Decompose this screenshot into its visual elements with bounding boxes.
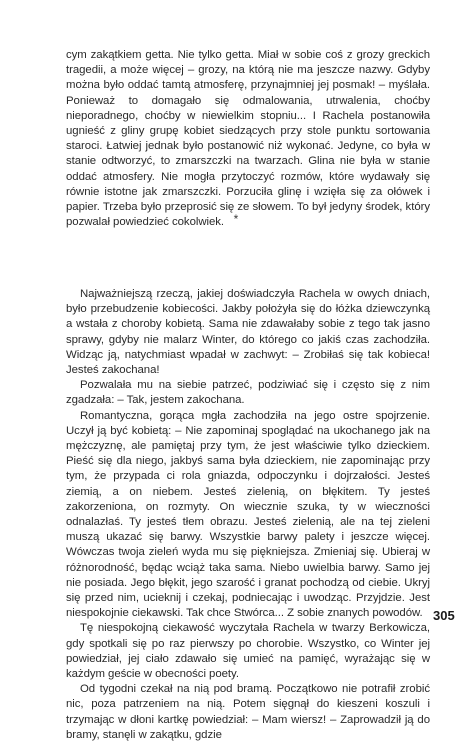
section-separator: * [233,212,239,226]
top-text-block [66,48,430,230]
bottom-text-block [66,287,430,743]
paragraph: Od tygodni czekał na nią pod bramą. Początkowo nie potrafił zrobić nic, poza patrzeniem na nią. Potem sięgnął do kieszeni koszuli i trzymając w dłoni kartkę powiedział: – Mam wiersz! – Zaprowadził ją do bramy, stanęli w zakątku, gdzie [66,683,430,741]
paragraph: Tę niespokojną ciekawość wyczytała Rachela w twarzy Berkowicza, gdy spotkali się po raz pierwszy po chorobie. Wszystko, co Winter jej powiedział, jej ciało zdawało się umieć na pamięć, wyrażając się w każdym geście w obecności poety. [66,622,430,681]
page-number: 305 [433,608,455,623]
paragraph: Najważniejszą rzeczą, jakiej doświadczyła Rachela w owych dniach, było przebudzenie kobiecości. Jakby położyła się do łóżka dziewczynką a wstała z choroby kobietą. Sama nie zdawałaby sobie z tego tak jasno sprawy, gdyby nie malarz Winter, do którego co jakiś czas zachodziła. Widząc ją, natychmiast wpadał w zachwyt: – Zrobiłaś się tak kobieca! Jesteś zakochana! [66,288,430,377]
paragraph: cym zakątkiem getta. Nie tylko getta. Miał w sobie coś z grozy greckich tragedii, a może więcej – grozy, na którą nie ma jeszcze nazwy. Gdyby można było oddać tamtą atmosferę, przynajmniej jej posmak! – myślała. Ponieważ to domagało się odmalowania, utrwalenia, choćby nieporadnego, choćby w niewielkim stopniu... I Rachela postanowiła ugnieść z gliny grupę kobiet siedzących przy stole punktu sortowania staroci. Łatwiej jednak było postanowić niż wykonać. Jedyne, co była w stanie odtworzyć, to zmarszczki na twarzach. Glina nie była w stanie oddać atmosfery. Nie mogła przytoczyć rozmów, które wydawały się równie istotne jak zmarszczki. Porzuciła glinę i wzięła się za ołówek i papier. Trzeba było przeprosić się ze słowem. To był jedyny środek, który pozwalał powiedzieć cokolwiek. [66,49,430,229]
paragraph: Romantyczna, gorąca mgła zachodziła na jego ostre spojrzenie. Uczył ją być kobietą: – Nie zapominaj spoglądać na ukochanego jak na mężczyznę, ale pamiętaj przy tym, że jest właściwie tylko dzieckiem. Pieść się dla niego, jakbyś sama była dzieckiem, nie zapominając przy tym, że przypada ci rola gniazda, odpoczynku i dojrzałości. Jesteś ziemią, a on niebem. Jesteś zielenią, on błękitem. Ty jesteś zakorzeniona, on rozmyty. On wiecznie szuka, ty w wieczności odnalazłaś. Ty jesteś tłem obrazu. Jesteś zielenią, ale na tej zieleni muszą ukazać się barwy. Wszystkie barwy palety i jeszcze więcej. Wówczas twoja zieleń wyda mu się piękniejsza. Zmieniaj się. Ubieraj w różnorodność, będąc wciąż taka sama. Niebo uwielbia barwy. Samo jej nie posiada. Jego błękit, jego szarość i granat pochodzą od ciebie. Ukryj się przed nim, ucieknij i czekaj, podniecając i uwodząc. Przyjdzie. Jest niespokojnie ciekawski. Tak chce Stwórca... Z sobie znanych powodów. [66,409,430,620]
paragraph: Pozwalała mu na siebie patrzeć, podziwiać się i często się z nim zgadzała: – Tak, jestem zakochana. [66,379,430,407]
